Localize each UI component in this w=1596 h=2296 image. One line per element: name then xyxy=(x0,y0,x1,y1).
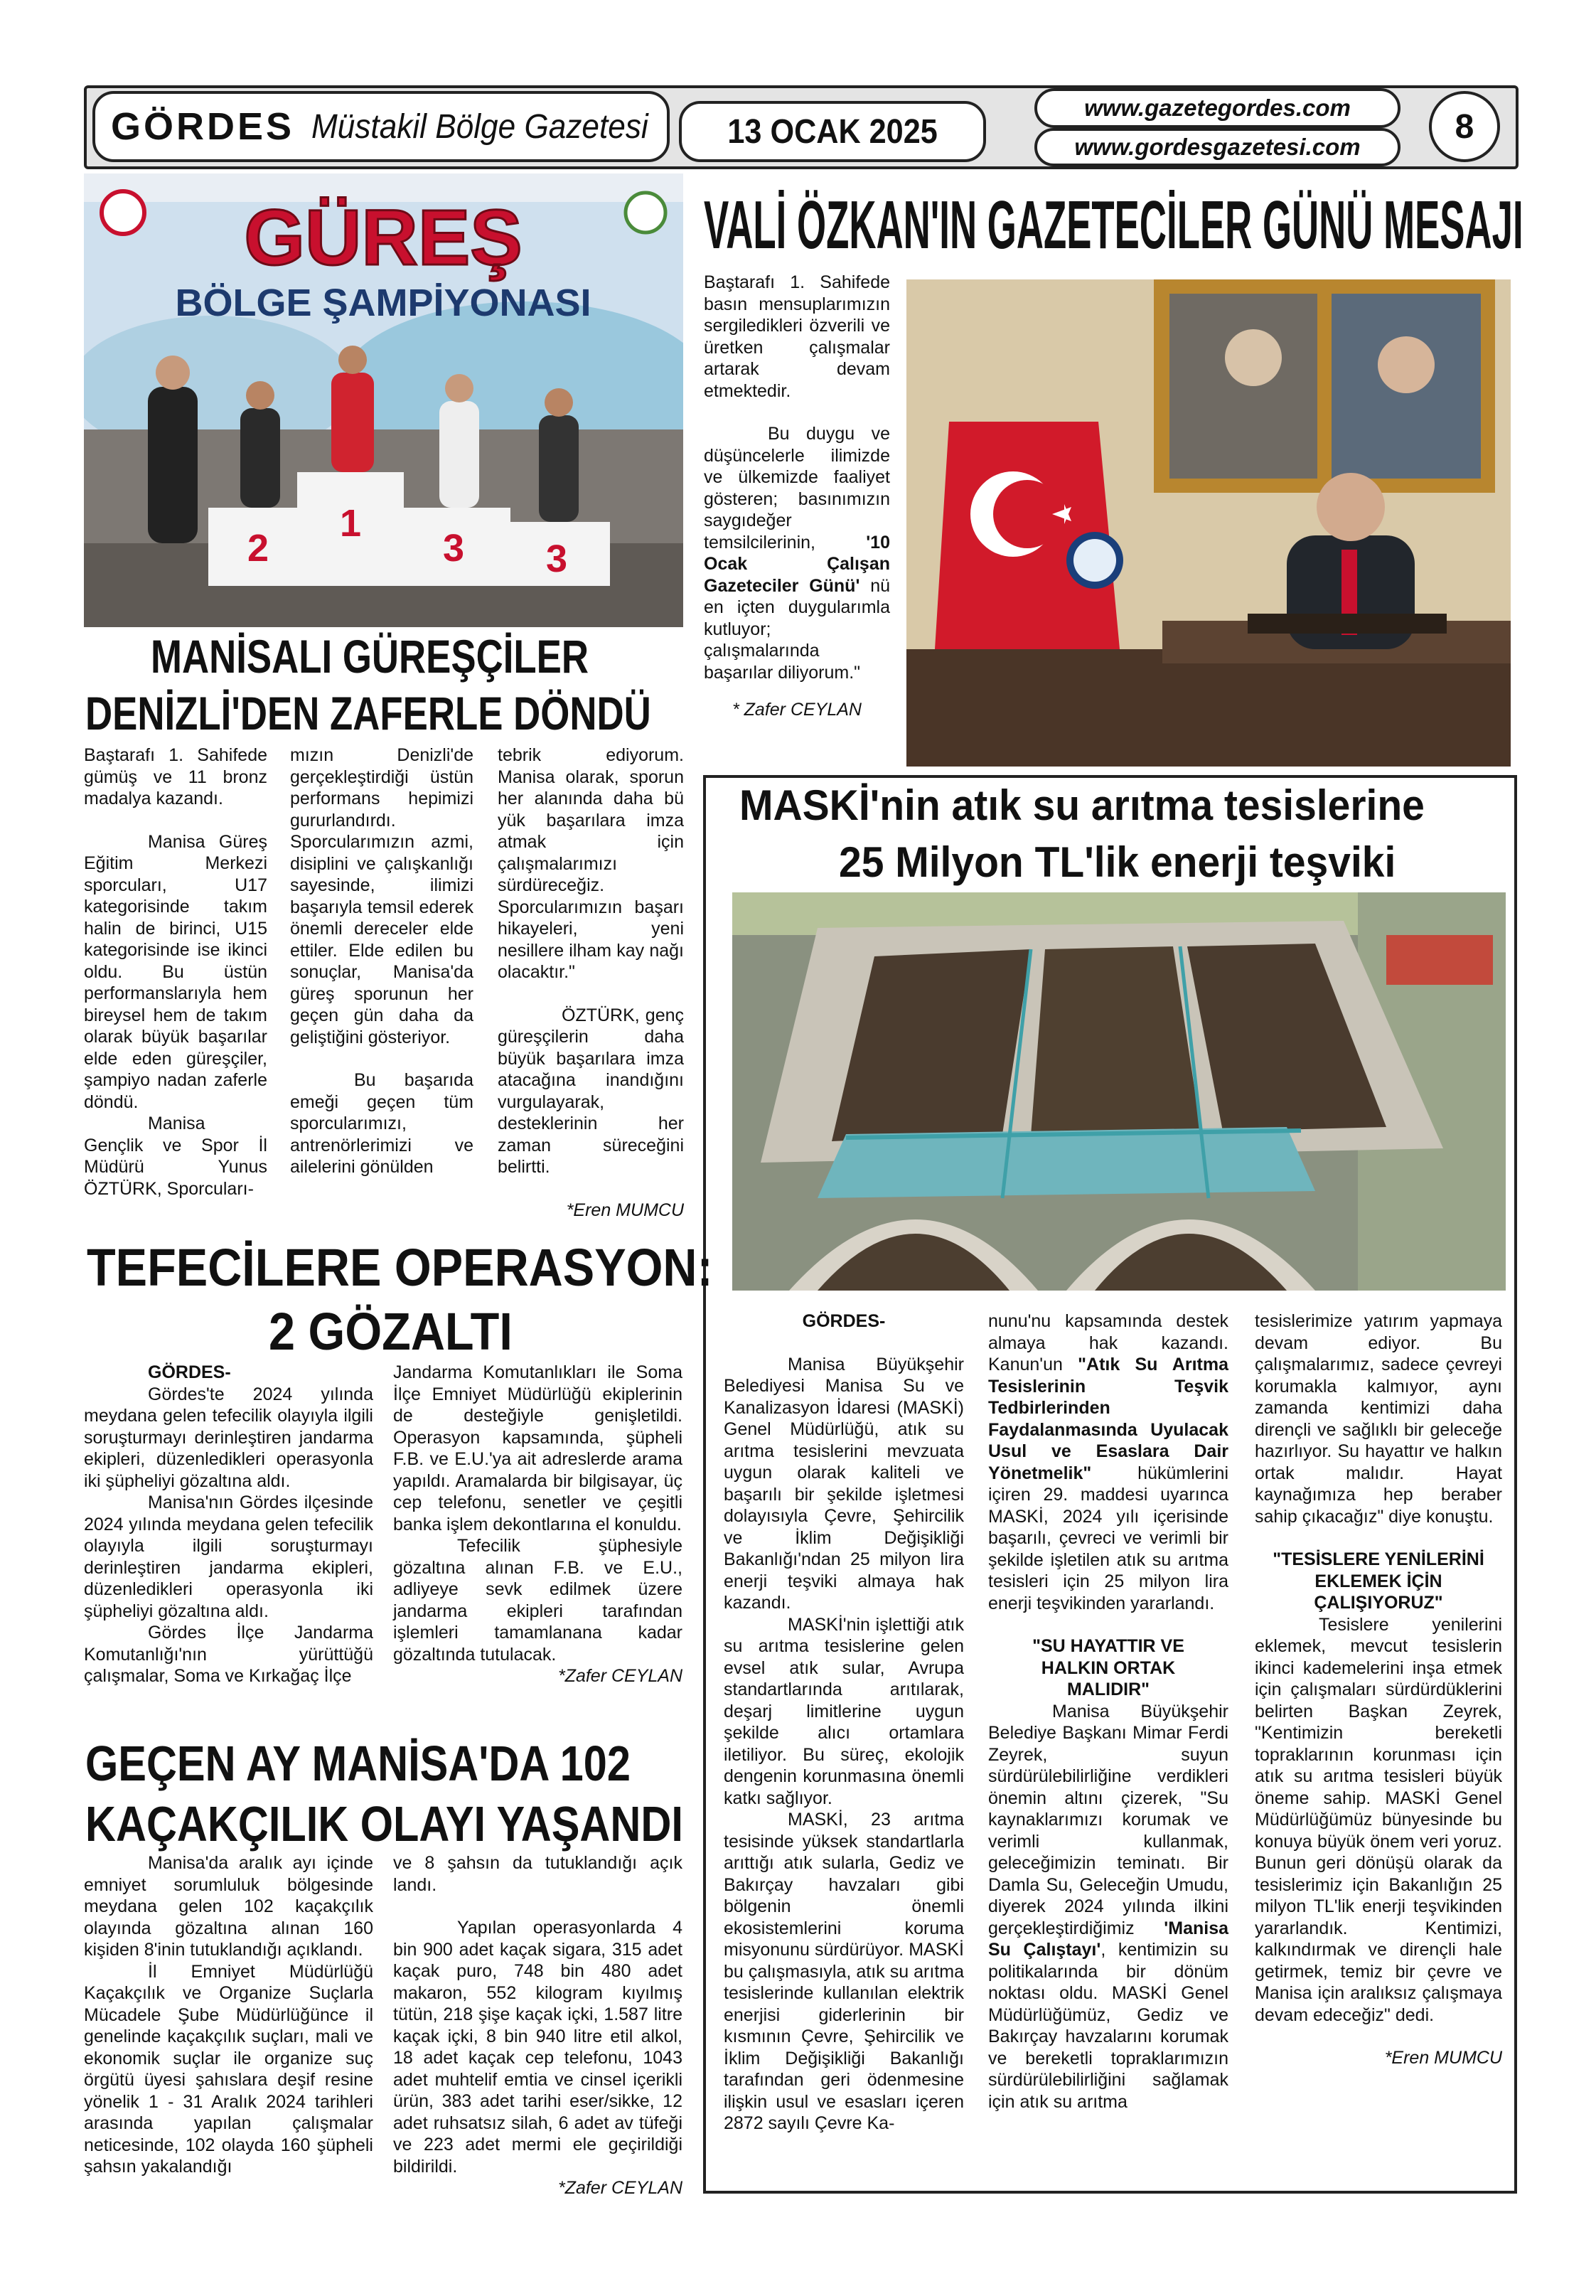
usury-signature: *Zafer CEYLAN xyxy=(557,1666,682,1686)
date-pill xyxy=(679,101,986,162)
wrestling-col-3: tebrik ediyorum. Manisa olarak, sporun her alanında daha bü yük başarılara imza atmak için çalışmalarımızı sürdüreceğiz. Sporcularımızın başarı hikayeleri, yeni nesillere ilham kay nağı olacaktır." ÖZTÜRK, genç güreşçilerin daha büyük başarılara imza atacağına inandığını vurgulayarak, desteklerinin her zaman süreceğini belirtti. *Eren MUMCU xyxy=(498,745,684,1220)
website-link-2[interactable]: www.gordesgazetesi.com xyxy=(1074,134,1361,160)
url-pill-1[interactable] xyxy=(1034,88,1400,128)
smuggling-headline-1: GEÇEN AY MANİSA'DA 102 xyxy=(85,1736,631,1791)
page-number-pill xyxy=(1429,91,1500,162)
wrestling-col-1: Baştarafı 1. Sahifede gümüş ve 11 bronz madalya kazandı. Manisa Güreş Eğitim Merkezi sporcuları, U17 kategorisinde takım halin de birinci, U15 kategorisinde ise ikinci oldu. Bu üstün performanslarıyla hem bireysel hem de takım olarak büyük başarılar elde eden güreşçiler, şampiyo nadan zaferle döndü. Manisa Gençlik ve Spor İl Müdürü Yunus ÖZTÜRK, Sporcuları- xyxy=(84,745,267,1199)
banner-title: GÜREŞ xyxy=(244,194,523,282)
plant-scene xyxy=(732,892,1506,1291)
maski-headline-2: 25 Milyon TL'lik enerji teşviki xyxy=(839,838,1396,886)
maski-col-1: GÖRDES- Manisa Büyükşehir Belediyesi Manisa Su ve Kanalizasyon İdaresi (MASKİ) Genel Müdürlüğü, atık su arıtma tesislerini mevzuata uygun olarak kaliteli ve başarılı bir şekilde işletmesi dolayısıyla Çevre, Şehircilik ve İklim Değişikliği Bakanlığı'ndan 25 milyon lira enerji teşviki almaya hak kazandı. MASKİ'nin işlettiği atık su arıtma tesislerine gelen evsel atık sular, Avrupa standartlarında arıtılarak, deşarj limitlerine uygun şekilde alıcı ortamlara iletiliyor. Bu süreç, ekolojik dengenin korunmasına önemli katkı sağlıyor. MASKİ, 23 arıtma tesisinde yüksek standartlarla arıttığı atık sularla, Gediz ve Bakırçay havzaları gibi bölgenin önemli ekosistemlerini koruma misyonunu sürdürüyor. MASKİ bu çalışmasıyla, atık su arıtma tesislerinde kullanılan elektrik enerjisi giderlerinin bir kısmının Çevre, Şehircilik ve İklim Değişikliği Bakanlığı tarafından geri ödenmesine ilişkin usul ve esasları içeren 2872 sayılı Çevre Ka- xyxy=(724,1311,964,2133)
svg-text:1: 1 xyxy=(340,502,362,545)
maski-subheading-1: "SU HAYATTIR VE HALKIN ORTAK MALIDIR" xyxy=(1032,1636,1184,1699)
smuggling-signature: *Zafer CEYLAN xyxy=(557,2178,682,2198)
banner-subtitle: BÖLGE ŞAMPİYONASI xyxy=(175,282,591,324)
treatment-plant-photo xyxy=(732,892,1506,1291)
usury-headline-2: 2 GÖZALTI xyxy=(269,1302,513,1361)
smuggling-col-1: Manisa'da aralık ayı içinde emniyet sorumluluk bölgesinde meydana gelen 102 kaçakçılık olayında gözaltına alınan 160 kişiden 8'inin tutuklandığı açıklandı. İl Emniyet Müdürlüğü Kaçakçılık ve Organize Suçlarla Mücadele Şube Müdürlüğünce il genelinde kaçakçılık suçları, mali ve ekonomik suçlar ile organize suç örgütü üyesi şahıslara deşif resine yönelik 1 - 31 Aralık 2024 tarihleri arasında yapılan çalışmalar neticesinde, 102 olayda 160 şüpheli şahsın yakalandığı xyxy=(84,1853,373,2177)
usury-col-2: Jandarma Komutanlıkları ile Soma İlçe Emniyet Müdürlüğü ekiplerinin de desteğiyle genişletildi. Operasyon kapsamında, şüpheli F.B. ve E.U.'ya ait adreslerde arama yapıldı. Aramalarda bir bilgisayar, üç cep telefonu, senetler ve çeşitli banka işlem dekontlarına el konuldu. Tefecilik şüphesiyle gözaltına alınan F.B. ve E.U., adliyeye sevk edilmek üzere jandarma ekipleri tarafından işlemleri tamamlanana kadar gözaltında tutulacak. *Zafer CEYLAN xyxy=(393,1362,682,1686)
svg-text:3: 3 xyxy=(443,527,465,570)
wrestling-scene xyxy=(84,173,683,627)
usury-headline-1: TEFECİLERE OPERASYON: xyxy=(87,1238,713,1297)
wrestling-headline-1: MANİSALI GÜREŞÇİLER xyxy=(151,630,589,683)
governor-text: Baştarafı 1. Sahifede basın mensuplarımızın sergiledikleri özverili ve üretken çalışmalar artarak devam etmektedir. Bu duygu ve düşüncelerle ilimizde ve ülkemizde faaliyet gösteren; basınımızın saygıdeğer temsilcilerinin, '10 Ocak Çalışan Gazeteciler Günü' nü en içten duygularımla kutluyor; çalışmalarında başarılar diliyorum." * Zafer CEYLAN xyxy=(704,272,890,720)
brand-pill xyxy=(92,91,670,162)
office-scene xyxy=(906,279,1511,767)
governor-signature: * Zafer CEYLAN xyxy=(732,700,862,720)
wrestling-headline-2: DENİZLİ'DEN ZAFERLE DÖNDÜ xyxy=(85,687,651,739)
brand-subtitle: Müstakil Bölge Gazetesi xyxy=(311,107,648,146)
page-number: 8 xyxy=(1455,107,1474,146)
maski-headline-1: MASKİ'nin atık su arıtma tesislerine xyxy=(739,781,1425,829)
maski-col-2: nunu'nu kapsamında destek almaya hak kazandı. Kanun'un "Atık Su Arıtma Tesislerinin Teşvik Tedbirlerinden Faydalanmasında Uyulacak Usul ve Esaslara Dair Yönetmelik" hükümlerini içiren 29. maddesi uyarınca MASKİ, 2024 yılı içerisinde başarılı, çevreci ve verimli bir şekilde işletilen atık su arıtma tesisleri için 25 milyon lira enerji teşvikinden yararlandı. "SU HAYATTIR VE HALKIN ORTAK MALIDIR" Manisa Büyükşehir Belediye Başkanı Mimar Ferdi Zeyrek, suyun sürdürülebilirliğine verdikleri önemin altını çizerek, "Su kaynaklarımızı korumak ve verimli kullanmak, geleceğimizin teminatı. Bir Damla Su, Geleceğin Umudu, diyerek 2024 yılında ilkini gerçekleştirdiğimiz 'Manisa Su Çalıştayı', kentimizin su politikalarında bir dönüm noktası oldu. MASKİ Genel Müdürlüğümüz, Gediz ve Bakırçay havzalarını korumak ve bereketli topraklarımızın sürdürülebilirliğini sağlamak için atık su arıtma xyxy=(988,1311,1229,2112)
maski-dateline: GÖRDES- xyxy=(802,1311,886,1331)
issue-date: 13 OCAK 2025 xyxy=(727,112,938,151)
wrestling-photo xyxy=(84,173,683,627)
smuggling-col-2: ve 8 şahsın da tutuklandığı açık landı. Yapılan operasyonlarda 4 bin 900 adet kaçak sigara, 315 adet kaçak puro, 748 bin 480 adet makaron, 552 kilogram kıyılmış tütün, 218 şişe kaçak içki, 1.587 litre kaçak içki, 8 bin 940 litre etil alkol, 18 adet kaçak cep telefonu, 1043 adet muhtelif emtia ve cinsel içerikli ürün, 383 adet tarihi eser/sikke, 12 adet ruhsatsız silah, 6 adet av tüfeği ve 223 adet mermi ele geçirildiği bildirildi. *Zafer CEYLAN xyxy=(393,1853,682,2198)
website-link-1[interactable]: www.gazetegordes.com xyxy=(1084,95,1351,121)
governor-photo xyxy=(906,279,1511,767)
governor-headline: VALİ ÖZKAN'IN GAZETECİLER GÜNÜ MESAJI xyxy=(704,187,1523,263)
maski-subheading-2: "TESİSLERE YENİLERİNİ EKLEMEK İÇİN ÇALIŞIYORUZ" xyxy=(1273,1549,1484,1613)
wrestling-signature: *Eren MUMCU xyxy=(566,1200,684,1220)
maski-col-3: tesislerimize yatırım yapmaya devam ediyor. Bu çalışmalarımız, sadece çevreyi korumakla kalmıyor, aynı zamanda kentimizi daha dirençli ve sağlıklı bir geleceğe hazırlıyor. Su hayattır ve halkın ortak malıdır. Hayat kaynağımıza hep beraber sahip çıkacağız" diye konuştu. "TESİSLERE YENİLERİNİ EKLEMEK İÇİN ÇALIŞIYORUZ" Tesislere yenilerini eklemek, mevcut tesislerin ikinci kademelerini inşa etmek için çalışmaları sürdürdüklerini belirten Başkan Zeyrek, "Kentimizin bereketli topraklarının korunması için atık su arıtma tesisleri büyük öneme sahip. MASKİ Genel Müdürlüğümüz bünyesinde bu konuya büyük önem veri yoruz. Bunun geri dönüşü olarak da tesislerimiz için Bakanlığın 25 milyon TL'lik enerji teşvikinden yararlandık. Kentimizi, kalkındırmak ve dirençli hale getirmek, temiz bir çevre ve Manisa için aralıksız çalışmaya devam edeceğiz" dedi. *Eren MUMCU xyxy=(1255,1311,1502,2068)
usury-col-1: GÖRDES- Gördes'te 2024 yılında meydana gelen tefecilik olayıyla ilgili soruşturmayı derinleştiren jandarma ekipleri, düzenledikleri operasyonla iki şüpheliyi gözaltına aldı. Manisa'nın Gördes ilçesinde 2024 yılında meydana gelen tefecilik olayıyla ilgili soruşturmayı derinleştiren jandarma ekipleri, düzenledikleri operasyonla iki şüpheliyi gözaltına aldı. Gördes İlçe Jandarma Komutanlığı'nın yürüttüğü çalışmalar, Soma ve Kırkağaç İlçe xyxy=(84,1362,373,1686)
svg-text:3: 3 xyxy=(546,538,568,580)
usury-dateline: GÖRDES- xyxy=(148,1362,231,1382)
maski-signature: *Eren MUMCU xyxy=(1384,2048,1502,2068)
wrestling-col-2: mızın Denizli'de gerçekleştirdiği üstün performans hepimizi gururlandırdı. Sporcularımızın azmi, disiplini ve çalışkanlığı sayesinde, ilimizi başarıyla temsil ederek önemli dereceler elde ettiler. Elde edilen bu sonuçlar, Manisa'da güreş sporunun her geçen gün daha da geliştiğini gösteriyor. Bu başarıda emeği geçen tüm sporcularımızı, antrenörlerimizi ve ailelerini gönülden xyxy=(290,745,473,1177)
svg-text:2: 2 xyxy=(247,527,269,570)
url-pill-2[interactable] xyxy=(1034,128,1400,166)
smuggling-headline-2: KAÇAKÇILIK OLAYI YAŞANDI xyxy=(85,1796,683,1852)
brand-name: GÖRDES xyxy=(111,105,295,148)
